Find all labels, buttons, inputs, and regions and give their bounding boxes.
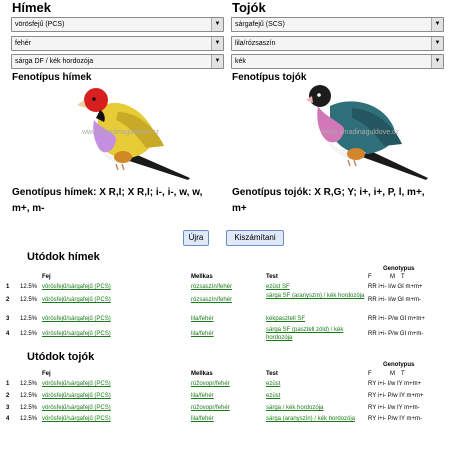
- row-genotype: RR i+i- I/w GI m+m+: [368, 284, 423, 290]
- female-head-select-value: sárgafejű (SCS): [235, 21, 285, 28]
- row-genotype: RY i+i- I/w IY m+m+: [368, 381, 422, 387]
- female-phenotype-title: Fenotípus tojók: [232, 72, 307, 83]
- calculate-button[interactable]: Kiszámítani: [226, 230, 284, 246]
- row-percent: 12.5%: [20, 393, 38, 399]
- chevron-down-icon: ▼: [211, 37, 223, 50]
- row-body-link[interactable]: ezüst: [266, 381, 281, 387]
- row-percent: 12.5%: [20, 297, 38, 303]
- male-body-select[interactable]: [11, 54, 224, 69]
- table-row: [0, 314, 454, 326]
- female-col-t: T: [401, 371, 405, 377]
- female-chest-select[interactable]: [231, 36, 444, 51]
- female-body-select-value: kék: [235, 58, 246, 65]
- row-chest-link[interactable]: lila/fehér: [191, 393, 214, 399]
- female-genotype-label: Genotípus tojók:: [232, 187, 312, 198]
- male-genotypus-header: Genotypus: [383, 266, 415, 272]
- table-row: [0, 329, 454, 341]
- chevron-down-icon: ▼: [211, 18, 223, 31]
- row-body-link[interactable]: sárga SF (aranyszín) / kék hordozója: [266, 293, 365, 299]
- female-col-mellkas: Mellkas: [191, 371, 213, 377]
- female-genotype: [232, 185, 442, 217]
- offspring-females-title: Utódok tojók: [27, 351, 95, 363]
- table-row: [0, 414, 454, 426]
- row-chest-link[interactable]: rózsaszín/fehér: [191, 297, 233, 303]
- male-phenotype-title: Fenotípus hímek: [12, 72, 92, 83]
- male-genotype-label: Genotípus hímek:: [12, 187, 97, 198]
- row-number: 3: [6, 316, 10, 322]
- row-percent: 12.5%: [20, 316, 38, 322]
- row-number: 3: [6, 405, 10, 411]
- female-col-fej: Fej: [42, 371, 51, 377]
- male-genotype-value: X R,I; X R,I; i-, i-, w, w, m+, m-: [12, 187, 203, 214]
- table-row: [0, 379, 454, 391]
- row-genotype: RY i+i- I/w IY m+m-: [368, 405, 420, 411]
- female-body-select[interactable]: [231, 54, 444, 69]
- male-chest-select[interactable]: [11, 36, 224, 51]
- row-body-link[interactable]: sárga (aranyszín) / kék hordozója: [266, 416, 356, 422]
- row-head-link[interactable]: vörösfejű/sárgafejű (PCS): [42, 297, 111, 303]
- female-col-m: M: [390, 371, 395, 377]
- female-image-watermark: www.amadinaguldove.cz: [322, 129, 400, 136]
- female-col-f: F: [368, 371, 372, 377]
- row-head-link[interactable]: vörösfejű/sárgafejű (PCS): [42, 381, 111, 387]
- row-chest-link[interactable]: lila/fehér: [191, 316, 214, 322]
- reset-button[interactable]: Újra: [183, 230, 209, 246]
- chevron-down-icon: ▼: [431, 18, 443, 31]
- chevron-down-icon: ▼: [431, 37, 443, 50]
- male-image-watermark: www.amadinaguldove.cz: [82, 129, 160, 136]
- row-head-link[interactable]: vörösfejű/sárgafejű (PCS): [42, 284, 111, 290]
- male-col-test: Test: [266, 274, 278, 280]
- male-col-m: M: [390, 274, 395, 280]
- row-body-link[interactable]: kékpasztell SF: [266, 316, 306, 322]
- row-chest-link[interactable]: rózsaszín/fehér: [191, 284, 233, 290]
- row-percent: 12.5%: [20, 416, 38, 422]
- male-col-t: T: [401, 274, 405, 280]
- males-title: Hímek: [12, 0, 52, 15]
- row-percent: 12.5%: [20, 284, 38, 290]
- row-head-link[interactable]: vörösfejű/sárgafejű (PCS): [42, 316, 111, 322]
- male-head-select-value: vörösfejű (PCS): [15, 21, 65, 28]
- row-head-link[interactable]: vörösfejű/sárgafejű (PCS): [42, 331, 111, 337]
- female-genotype-value: X R,G; Y; i+, i+, P, l, m+, m+: [232, 187, 425, 214]
- female-head-select[interactable]: [231, 17, 444, 32]
- male-col-f: F: [368, 274, 372, 280]
- row-genotype: RR i+i- P/w GI m+m-: [368, 331, 424, 337]
- row-number: 4: [6, 416, 10, 422]
- row-percent: 12.5%: [20, 331, 38, 337]
- table-row: [0, 295, 454, 307]
- row-body-link[interactable]: ezüst: [266, 393, 281, 399]
- male-head-select[interactable]: [11, 17, 224, 32]
- row-body-link[interactable]: sárga / kék hordozója: [266, 405, 324, 411]
- male-col-mellkas: Mellkas: [191, 274, 213, 280]
- row-genotype: RY i+i- P/w IY m+m+: [368, 393, 424, 399]
- female-chest-select-value: lila/rózsaszín: [235, 40, 276, 47]
- row-head-link[interactable]: vörösfejű/sárgafejű (PCS): [42, 393, 111, 399]
- row-number: 2: [6, 393, 10, 399]
- row-chest-link[interactable]: lila/fehér: [191, 416, 214, 422]
- offspring-males-title: Utódok hímek: [27, 251, 100, 263]
- row-genotype: RY i+i- P/w IY m+m-: [368, 416, 423, 422]
- male-body-select-value: sárga DF / kék hordozója: [15, 58, 94, 65]
- row-number: 4: [6, 331, 10, 337]
- row-body-link[interactable]: sárga SF (pasztell zöld) / kék hordozója: [266, 327, 344, 341]
- row-number: 1: [6, 284, 10, 290]
- row-number: 1: [6, 381, 10, 387]
- row-head-link[interactable]: vörösfejű/sárgafejű (PCS): [42, 416, 111, 422]
- table-row: [0, 282, 454, 294]
- row-body-link[interactable]: ezüst SF: [266, 284, 290, 290]
- row-percent: 12.5%: [20, 405, 38, 411]
- table-row: [0, 391, 454, 403]
- row-genotype: RR i+i- I/w GI m+m-: [368, 297, 422, 303]
- row-head-link[interactable]: vörösfejű/sárgafejű (PCS): [42, 405, 111, 411]
- male-chest-select-value: fehér: [15, 40, 31, 47]
- row-genotype: RR i+i- P/w GI m+m+: [368, 316, 425, 322]
- row-chest-link[interactable]: lila/fehér: [191, 331, 214, 337]
- row-chest-link[interactable]: rúžovopr/fehér: [191, 405, 230, 411]
- male-genotype: [12, 185, 222, 217]
- row-number: 2: [6, 297, 10, 303]
- row-percent: 12.5%: [20, 381, 38, 387]
- chevron-down-icon: ▼: [211, 55, 223, 68]
- female-genotypus-header: Genotypus: [383, 362, 415, 368]
- male-col-fej: Fej: [42, 274, 51, 280]
- chevron-down-icon: ▼: [431, 55, 443, 68]
- females-title: Tojók: [232, 0, 266, 15]
- female-col-test: Test: [266, 371, 278, 377]
- row-chest-link[interactable]: rúžovopr/fehér: [191, 381, 230, 387]
